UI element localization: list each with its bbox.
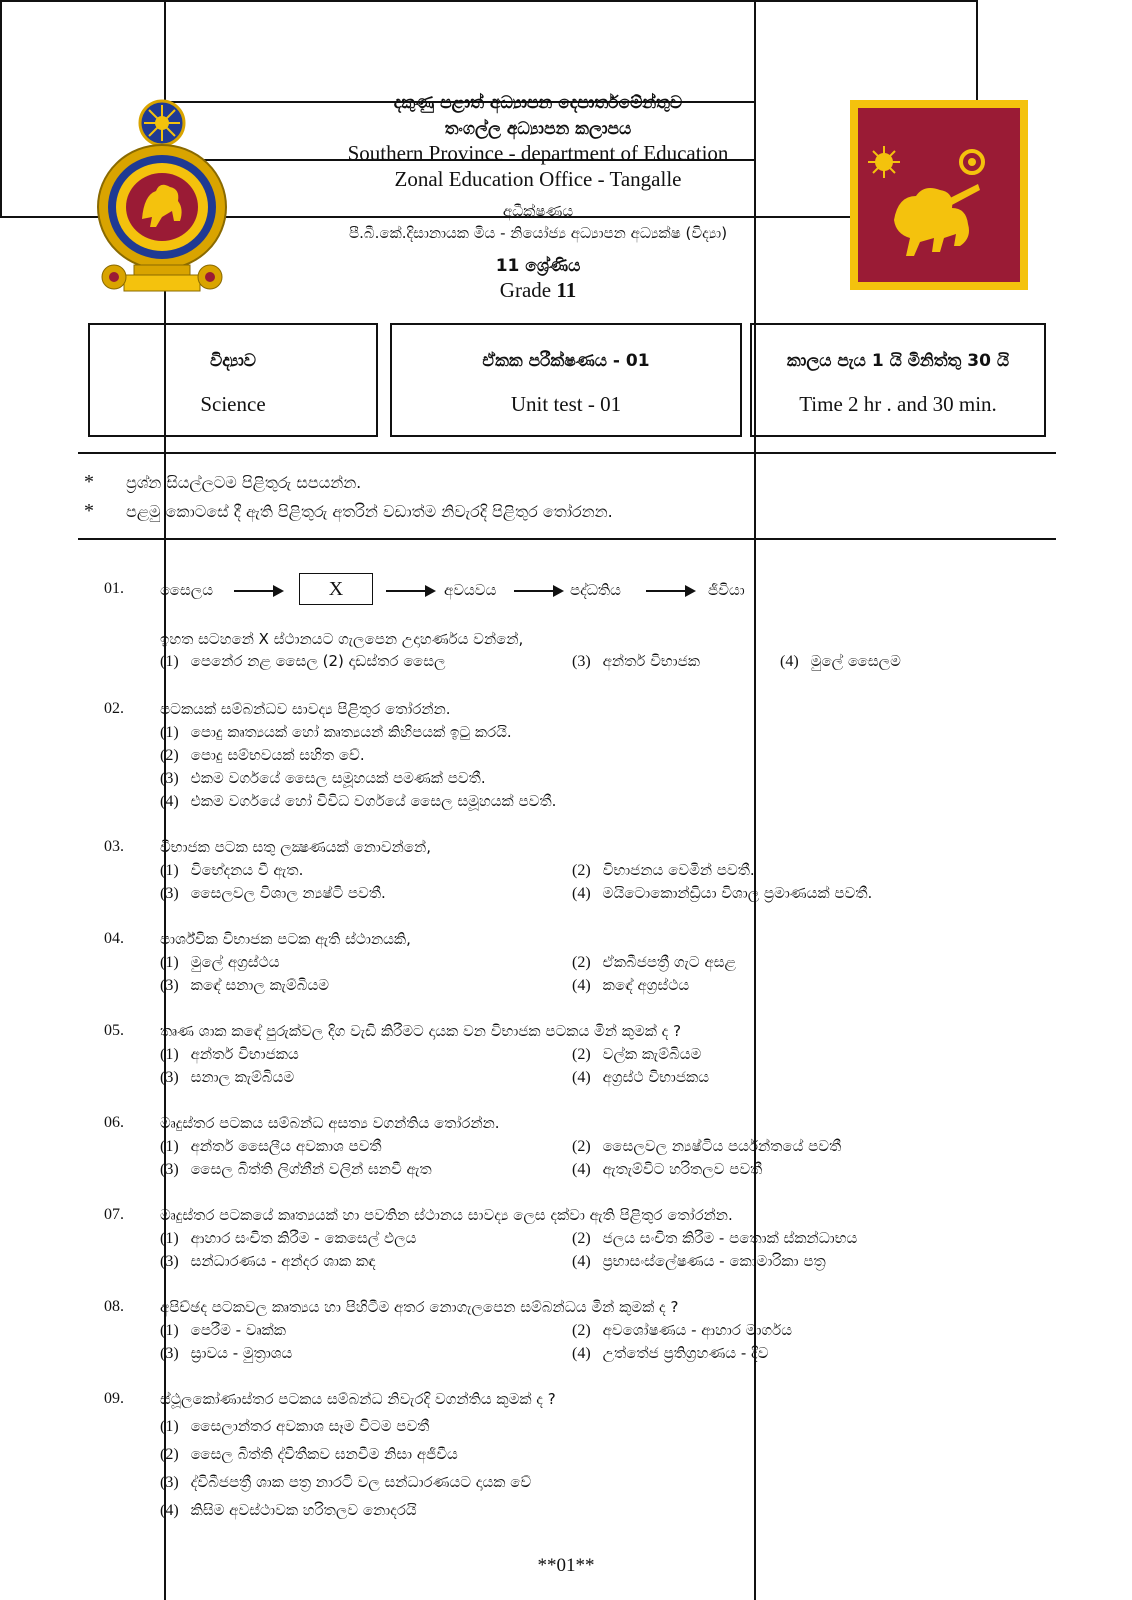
answer-option: (4) උත්තේජ ප්‍රතිග්‍රහණය - දිව bbox=[572, 1344, 769, 1362]
question-number: 07. bbox=[104, 1206, 124, 1223]
grade-sinhala: 11 ශ්‍රේණිය bbox=[495, 256, 581, 276]
flow-arrow bbox=[234, 590, 282, 592]
flow-organ: අවයවය bbox=[444, 581, 497, 599]
supervision-label: අධීක්ෂණය bbox=[502, 202, 574, 220]
answer-option: (4) අග්‍රස්ථ විභාජකය bbox=[572, 1068, 709, 1086]
answer-option: (2) ජලය සංචිත කිරීම - පතොක් ස්කන්ධාභය bbox=[572, 1229, 858, 1247]
supervisor-name: පී.බී.කේ.දිසානායක මිය - නියෝජ්‍ය අධ්‍යාපන අධ්‍යක්ෂ (විද්‍යා) bbox=[348, 224, 728, 242]
divider-line bbox=[78, 538, 1056, 540]
answer-option: (3) සන්ධාරණය - අන්දර ශාක කඳ bbox=[160, 1252, 376, 1270]
answer-option: (1) පෙනේර නළ සෛල (2) දෘඩස්තර සෛල bbox=[160, 652, 446, 670]
answer-option: (3) ද්විබීජපත්‍රී ශාක පත්‍ර නාරටි වල සන්ධාරණයට දායක වේ bbox=[160, 1473, 532, 1491]
flow-arrow bbox=[386, 590, 434, 592]
answer-option: (3) සනාල කැම්බියම bbox=[160, 1068, 295, 1086]
question-number: 03. bbox=[104, 838, 124, 855]
answer-option: (2) සෛල බිත්ති ද්විතීකව ඝනවීම නිසා අජීවීය bbox=[160, 1445, 458, 1463]
office-sinhala: තංගල්ල අධ්‍යාපන කලාපය bbox=[444, 119, 632, 139]
question-text: ස්ථූලකෝණාස්තර පටකය සම්බන්ධ නිවැරදි වගන්තිය කුමක් ද ? bbox=[160, 1390, 556, 1408]
subject-english: Science bbox=[200, 392, 266, 416]
sri-lanka-emblem-icon bbox=[94, 97, 230, 297]
answer-option: (1) ආහාර සංචිත කිරීම - කෙසෙල් ඵලය bbox=[160, 1229, 417, 1247]
question-text: පටකයක් සම්බන්ධව සාවද්‍ය පිළිතුර තෝරන්න. bbox=[160, 700, 451, 718]
flow-organism: ජීවියා bbox=[708, 581, 745, 599]
flow-system: පද්ධතිය bbox=[570, 581, 621, 599]
answer-option: (4) කිසිම අවස්ථාවක හරිතලව නොදරයි bbox=[160, 1501, 417, 1519]
instruction-item: * ප්‍රශ්න සියල්ලටම පිළිතුරු සපයන්න. bbox=[84, 471, 362, 493]
instruction-item: * පළමු කොටසේ දී ඇති පිළිතුරු අතරින් වඩාත්ම නිවැරදි පිළිතුර තෝරනන. bbox=[84, 500, 613, 522]
subject-box bbox=[88, 323, 378, 437]
answer-option: (1) විභේදනය වී ඇත. bbox=[160, 861, 304, 879]
question-text: මෘදුස්තර පටකය සම්බන්ධ අසත්‍ය වගන්තිය තෝරන්න. bbox=[160, 1114, 500, 1132]
test-box bbox=[390, 323, 742, 437]
question-text: විභාජක පටක සතු ලක්‍ෂණයක් නොවන්නේ, bbox=[160, 838, 431, 856]
answer-option: (1) පොදු කෘත්‍යයක් හෝ කෘත්‍යයන් කිහිපයක් ඉටු කරයි. bbox=[160, 723, 512, 741]
answer-option: (1) මුලේ අග්‍රස්ථය bbox=[160, 953, 280, 971]
answer-option: (1) පෙරීම - වෘක්ක bbox=[160, 1321, 286, 1339]
subject-sinhala: විද්‍යාව bbox=[209, 351, 257, 371]
answer-option: (1) අන්තර් සෛලීය අවකාශ පවතී bbox=[160, 1137, 382, 1155]
flow-arrow bbox=[514, 590, 562, 592]
answer-option: (3) සෛලවල විශාල න්‍යෂ්ටි පවතී. bbox=[160, 884, 386, 902]
grade-english: Grade 11 bbox=[499, 278, 577, 302]
question-number: 09. bbox=[104, 1390, 124, 1407]
answer-option: (3) කඳේ සනාල කැම්බියම bbox=[160, 976, 330, 994]
answer-option: (3) සෛල බිත්ති ලිග්නීන් වලින් ඝනවී ඇත bbox=[160, 1160, 432, 1178]
answer-option: (2) ඒකබීජපත්‍රී ගැට අසළ bbox=[572, 953, 736, 971]
answer-option: (4) ප්‍රභාසංස්ලේෂණය - කොමාරිකා පත්‍ර bbox=[572, 1252, 826, 1270]
question-number: 01. bbox=[104, 580, 124, 597]
answer-option: (2) වල්ක කැම්බියම bbox=[572, 1045, 702, 1063]
test-english: Unit test - 01 bbox=[510, 392, 622, 416]
answer-option: (3) ස්‍රාවය - මුත්‍රාශය bbox=[160, 1344, 293, 1362]
time-box bbox=[750, 323, 1046, 437]
answer-option: (1) අන්තර් විභාජකය bbox=[160, 1045, 299, 1063]
question-text: ඉහත සටහනේ X ස්ථානයට ගැලපෙන උදාහර්ණය වන්නේ, bbox=[160, 630, 524, 648]
answer-option: (4) මයිටොකොන්ඩ්‍රියා විශාල ප්‍රමාණයක් පවතී. bbox=[572, 884, 873, 902]
question-number: 08. bbox=[104, 1298, 124, 1315]
answer-option: (4) ඇතැම්විට හරිතලව පවතී bbox=[572, 1160, 763, 1178]
question-number: 02. bbox=[104, 700, 124, 717]
answer-option: (1) සෛලාන්තර අවකාශ සෑම විටම පවතී bbox=[160, 1417, 430, 1435]
answer-option: (4) කඳේ අග්‍රස්ථය bbox=[572, 976, 690, 994]
flow-box-x: X bbox=[299, 573, 373, 605]
lion-flag-icon bbox=[850, 100, 1028, 290]
flow-arrow bbox=[646, 590, 694, 592]
test-sinhala: ඒකක පරීක්ෂණය - 01 bbox=[482, 351, 650, 371]
page-number: **01** bbox=[537, 1555, 595, 1576]
answer-option: (4) එකම වර්ගයේ හෝ විවිධ වර්ගයේ සෛල සමූහයක් පවතී. bbox=[160, 792, 557, 810]
answer-option: (2) සෛලවල න්‍යෂ්ටිය පර්යන්තයේ පවතී bbox=[572, 1137, 842, 1155]
flow-cell: සෛලය bbox=[160, 581, 214, 599]
question-text: මෘදුස්තර පටකයේ කෘත්‍යයක් හා පවතින ස්ථානය සාවද්‍ය ලෙස දක්වා ඇති පිළිතුර තෝරන්න. bbox=[160, 1206, 733, 1224]
answer-option: (3) අන්තර් විභාජක bbox=[572, 652, 700, 670]
question-number: 05. bbox=[104, 1022, 124, 1039]
question-text: තෘණ ශාක කඳේ පුරුක්වල දිග වැඩි කිරීමට දායක වන විභාජක පටකය මින් කුමක් ද ? bbox=[160, 1022, 682, 1040]
divider-line bbox=[78, 452, 1056, 454]
question-text: පාර්ශ්වික විභාජක පටක ඇති ස්ථානයකි, bbox=[160, 930, 411, 948]
answer-option: (4) මුලේ සෛලම bbox=[780, 652, 901, 670]
time-english: Time 2 hr . and 30 min. bbox=[799, 392, 997, 416]
answer-option: (2) විභාජනය වෙමින් පවතී. bbox=[572, 861, 755, 879]
office-english: Zonal Education Office - Tangalle bbox=[394, 167, 682, 191]
question-number: 04. bbox=[104, 930, 124, 947]
answer-option: (2) පොදු සම්භවයක් සහිත වේ. bbox=[160, 746, 365, 764]
question-number: 06. bbox=[104, 1114, 124, 1131]
dept-sinhala: දකුණු පළාත් අධ්‍යාපන දෙපාර්තමේන්තුව bbox=[393, 93, 683, 113]
answer-option: (3) එකම වර්ගයේ සෛල සමූහයක් පමණක් පවතී. bbox=[160, 769, 486, 787]
question-text: අපිච්ඡද පටකවල කෘත්‍යය හා පිහිටීම අතර නොගැලපෙන සම්බන්ධය මින් කුමක් ද ? bbox=[160, 1298, 679, 1316]
time-sinhala: කාලය පැය 1 යි මිනිත්තු 30 යි bbox=[786, 351, 1010, 371]
answer-option: (2) අවශෝෂණය - ආහාර මාර්ගය bbox=[572, 1321, 792, 1339]
dept-english: Southern Province - department of Education bbox=[347, 141, 729, 165]
